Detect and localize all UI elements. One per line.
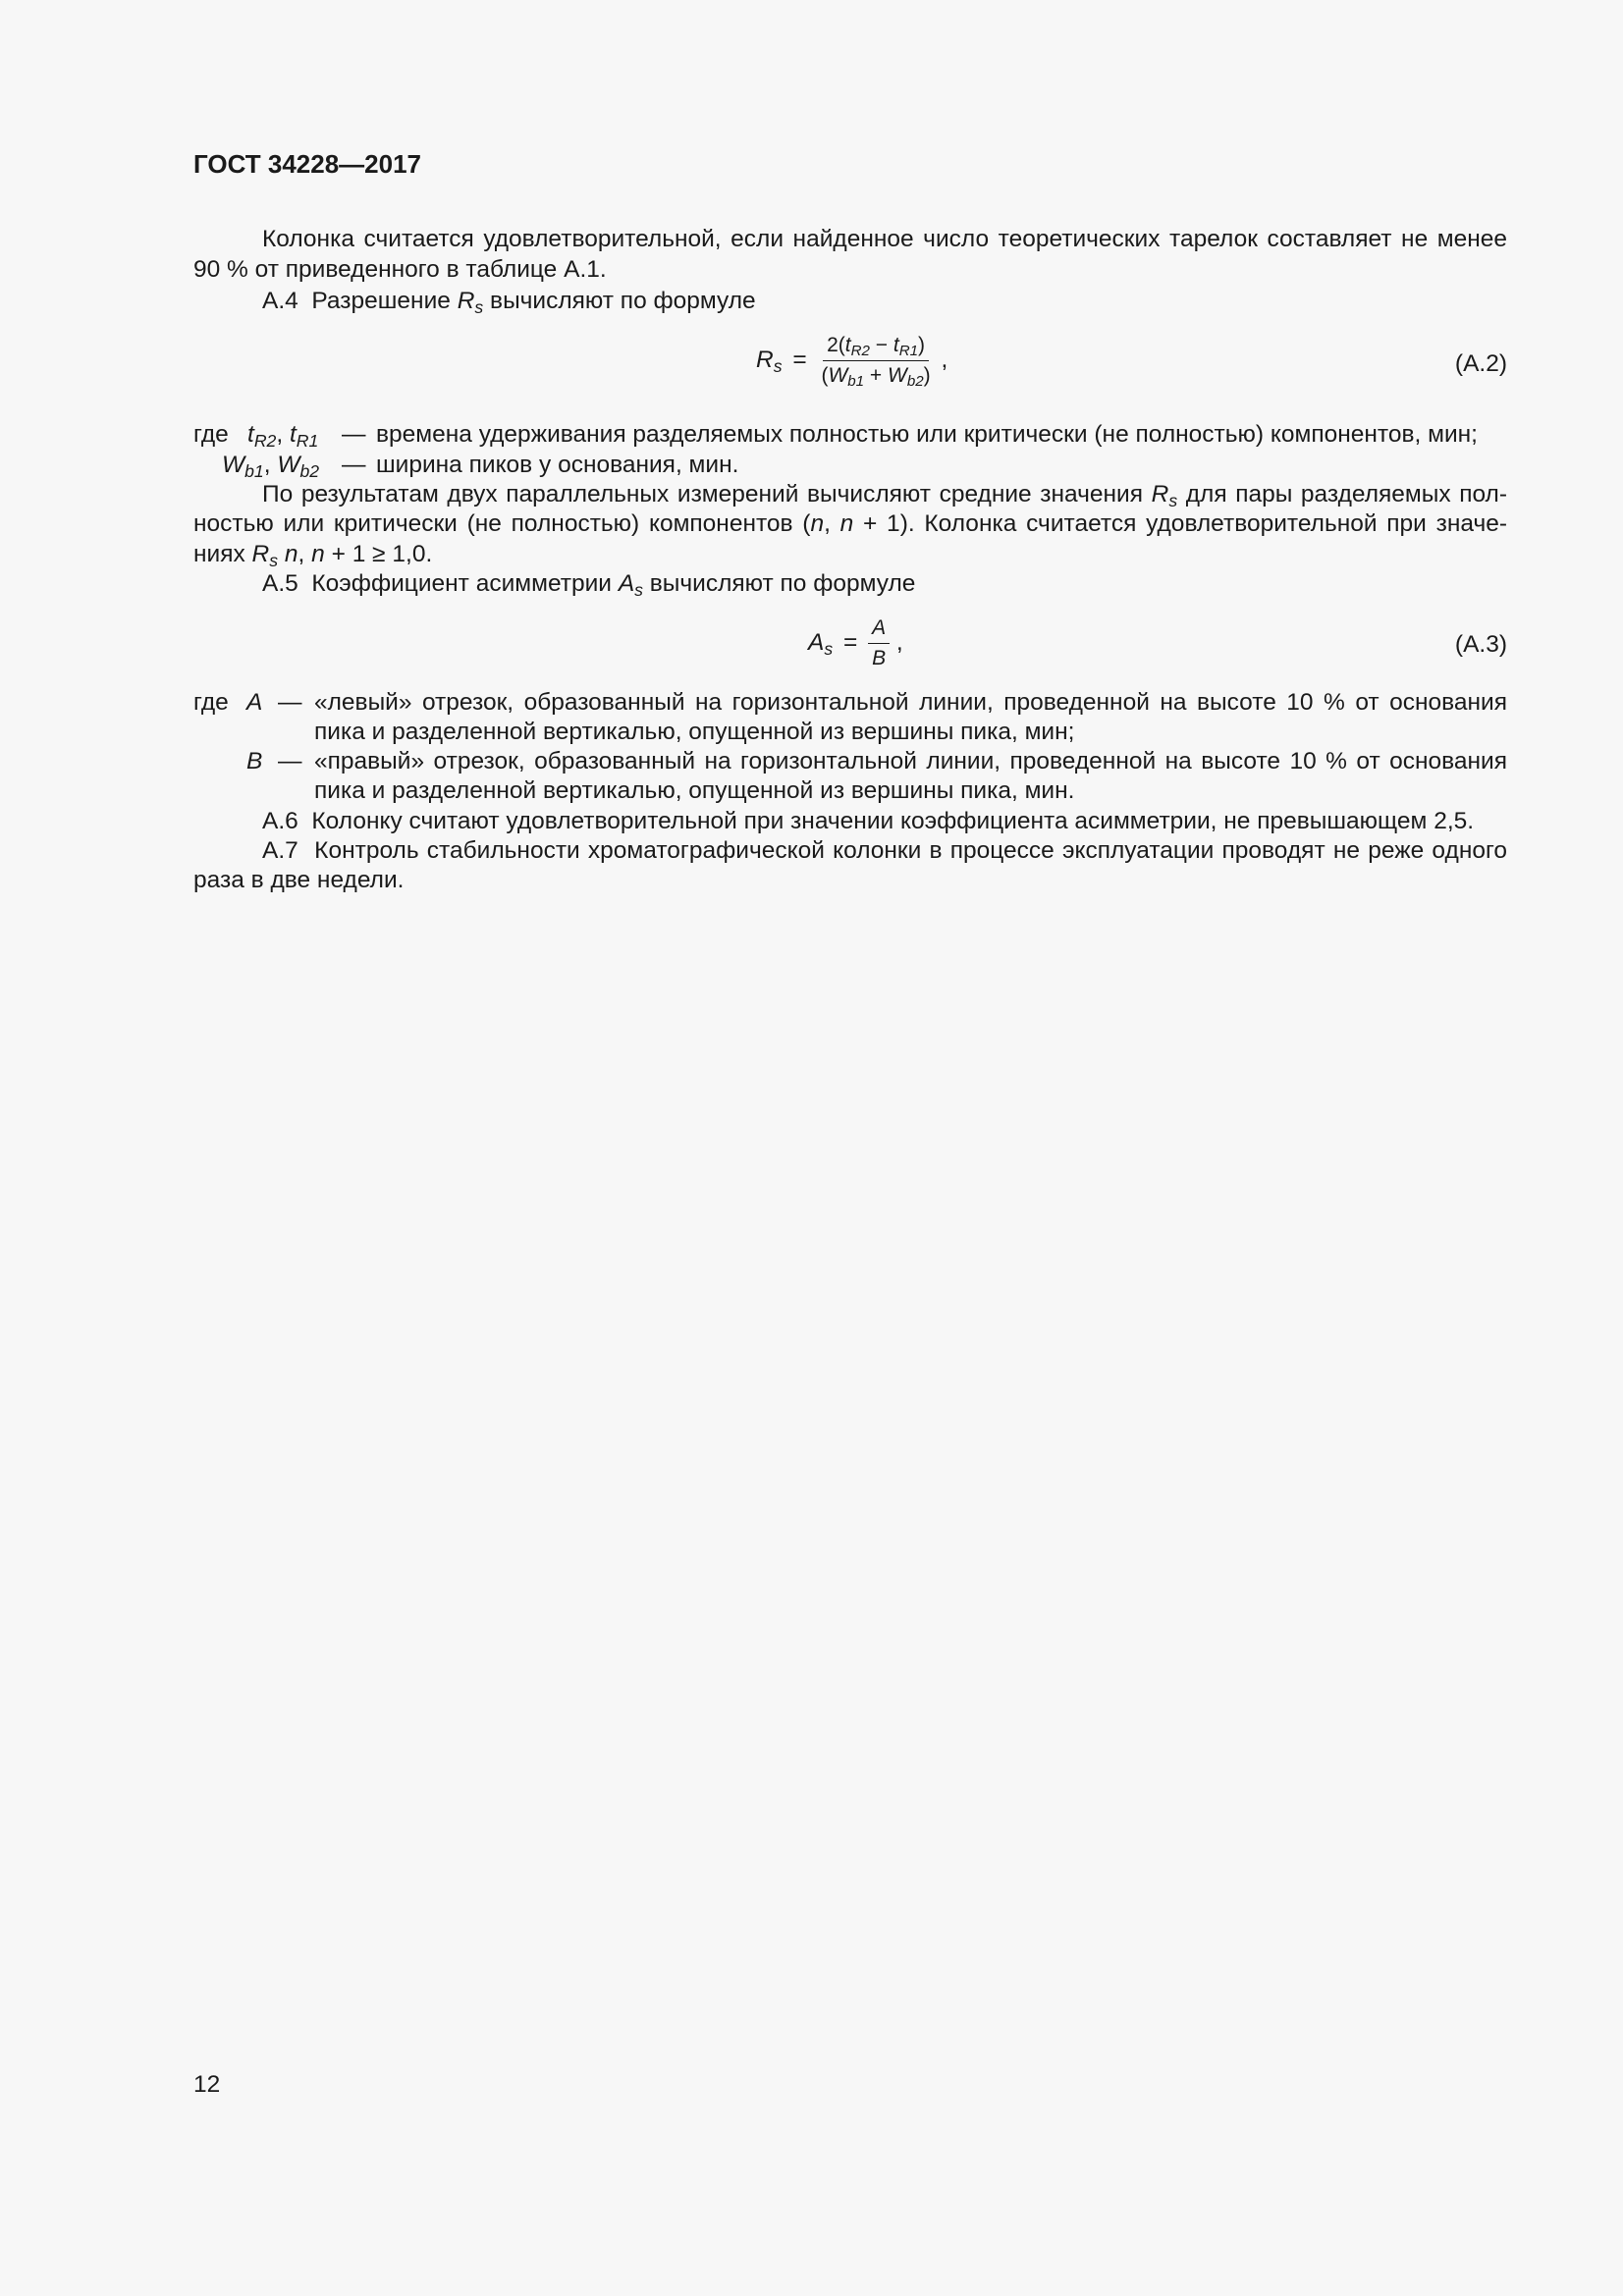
clause-text: Разрешение	[311, 288, 451, 314]
def-symbols: $W_{b1}$, $W_{b2}$	[222, 452, 320, 481]
where-label: где	[193, 421, 229, 448]
clause-number: А.4	[262, 288, 298, 314]
symbol: A	[618, 570, 635, 597]
formula-lhs: A	[808, 628, 825, 656]
equation-number: (А.3)	[1454, 631, 1507, 658]
equals-sign: =	[842, 628, 858, 656]
clause-a5	[193, 569, 1507, 600]
def-symbol: A	[246, 689, 263, 716]
equals-sign: =	[792, 346, 807, 373]
fraction	[868, 615, 890, 671]
clause-a7: А.7 Контроль стабильности хроматографической колонки в процессе эксплуатации проводят не реже одного	[262, 837, 1507, 864]
fraction-denominator: B	[872, 647, 887, 669]
paragraph-line: раза в две недели.	[193, 867, 405, 893]
def-dash: —	[278, 689, 302, 716]
document-header: ГОСТ 34228—2017	[193, 149, 421, 179]
def-symbols: $t_{R2}$, $t_{R1}$	[247, 421, 319, 451]
formula-lhs: R	[756, 346, 774, 373]
def-text: пика и разделенной вертикалью, опущенной из вершины пика, мин.	[314, 777, 1075, 804]
def-dash: —	[342, 452, 366, 478]
symbol-sub: s	[474, 296, 484, 317]
formula-a2	[756, 333, 947, 389]
def-symbol: B	[246, 748, 263, 774]
paragraph-line: ниях $R_s$ n, n + 1 ≥ 1,0.	[193, 541, 433, 570]
def-text: времена удерживания разделяемых полностью или критически (не полностью) компонентов, мин;	[376, 421, 1478, 448]
def-text: ширина пиков у основания, мин.	[376, 452, 739, 478]
def-dash: —	[278, 748, 302, 774]
paragraph-line: 90 % от приведенного в таблице А.1.	[193, 256, 607, 283]
clause-a4	[193, 287, 1507, 317]
symbol-sub: s	[634, 579, 643, 600]
clause-a6: А.6 Колонку считают удовлетворительной при значении коэффициента асимметрии, не превышающем 2,5.	[262, 808, 1475, 834]
paragraph-line: ностью или критически (не полностью) компонентов (n, n + 1). Колонка считается удовлетворительной при значе-	[193, 510, 1507, 537]
where-label: где	[193, 689, 229, 716]
clause-text: вычисляют по формуле	[490, 288, 756, 314]
formula-lhs-sub: s	[773, 355, 783, 376]
clause-text: вычисляют по формуле	[649, 570, 916, 597]
def-text: «правый» отрезок, образованный на горизонтальной линии, проведенной на высоте 10 % от основания	[314, 748, 1507, 774]
clause-text: Коэффициент асимметрии	[311, 570, 612, 597]
formula-comma: ,	[895, 628, 903, 656]
fraction-numerator: $2(t_{R2} - t_{R1})$	[823, 333, 929, 361]
def-text: «левый» отрезок, образованный на горизонтальной линии, проведенной на высоте 10 % от основания	[314, 689, 1507, 716]
page-number: 12	[193, 2071, 221, 2098]
equation-number: (А.2)	[1454, 350, 1507, 377]
formula-lhs-sub: s	[824, 638, 834, 659]
formula-comma: ,	[941, 346, 948, 373]
def-dash: —	[342, 421, 366, 448]
formula-a3	[808, 615, 903, 671]
symbol: R	[457, 288, 475, 314]
paragraph-line: По результатам двух параллельных измерений вычисляют средние значения $R_s$ для пары разделяемых пол-	[262, 481, 1507, 510]
fraction-numerator: A	[868, 615, 890, 644]
def-text: пика и разделенной вертикалью, опущенной из вершины пика, мин;	[314, 719, 1075, 745]
fraction-denominator: $(W_{b1} + W_{b2})$	[821, 364, 931, 391]
paragraph-line: Колонка считается удовлетворительной, если найденное число теоретических тарелок составляет не менее	[262, 226, 1507, 252]
clause-number: А.5	[262, 570, 298, 597]
fraction	[817, 333, 934, 389]
